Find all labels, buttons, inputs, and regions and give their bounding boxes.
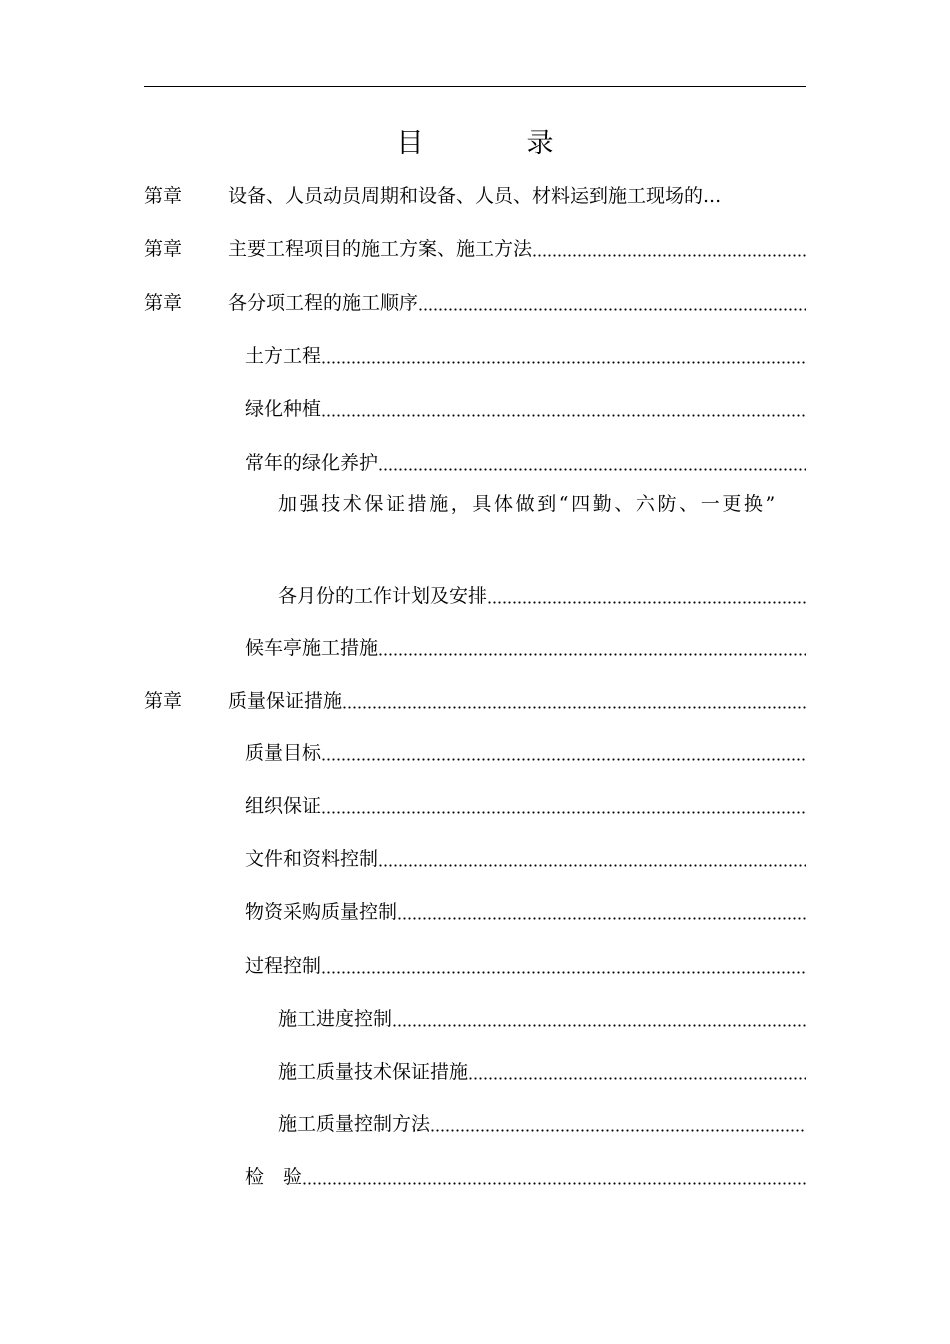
dot-leader (302, 1181, 806, 1186)
toc-title: 目 录 (396, 128, 592, 159)
chapter-number: 第章 (144, 292, 183, 314)
chapter-number: 第章 (144, 690, 183, 712)
toc-entry-label: 质量目标 (245, 742, 322, 764)
dot-leader (487, 600, 806, 605)
dot-leader (468, 1076, 806, 1081)
dot-leader (532, 253, 806, 258)
toc-entry-chapter[interactable] (144, 288, 806, 318)
chapter-number: 第章 (144, 185, 183, 207)
toc-entry-section[interactable] (245, 844, 806, 874)
dot-leader (321, 810, 806, 815)
dot-leader (321, 360, 806, 365)
toc-entry-label: 施工进度控制 (278, 1008, 393, 1030)
dot-leader (430, 1128, 806, 1133)
toc-entry-label: 过程控制 (245, 955, 322, 977)
toc-entry-subsection[interactable] (278, 1109, 806, 1139)
toc-entry-label: 物资采购质量控制 (245, 901, 398, 923)
toc-entry-section[interactable] (245, 791, 806, 821)
toc-entry-section[interactable] (245, 1162, 806, 1192)
toc-entry-label: 组织保证 (245, 795, 322, 817)
toc-entry-section[interactable] (245, 738, 806, 768)
toc-entry-label: 各月份的工作计划及安排 (278, 585, 488, 607)
chapter-number: 第章 (144, 238, 183, 260)
dot-leader (342, 705, 806, 710)
toc-entry-section[interactable] (245, 341, 806, 371)
dot-leader (321, 413, 806, 418)
dot-leader (392, 1023, 806, 1028)
toc-entry-label: 各分项工程的施工顺序 (228, 292, 419, 314)
toc-entry-subsection[interactable] (278, 1004, 806, 1034)
toc-entry-label: 绿化种植 (245, 398, 322, 420)
dot-leader (321, 970, 806, 975)
toc-entry-subsection-wrapped[interactable]: 加强技术保证措施，具体做到“四勤、六防、一更换” (278, 493, 778, 515)
toc-entry-label: 主要工程项目的施工方案、施工方法 (228, 238, 533, 260)
toc-entry-subsection[interactable] (278, 1057, 806, 1087)
toc-entry-chapter[interactable] (144, 686, 806, 716)
toc-entry-label: 设备、人员动员周期和设备、人员、材料运到施工现场的... (228, 185, 722, 207)
toc-entry-label: 施工质量技术保证措施 (278, 1061, 469, 1083)
dot-leader (418, 307, 806, 312)
dot-leader (378, 467, 806, 472)
toc-entry-chapter[interactable] (144, 181, 806, 211)
toc-entry-label: 常年的绿化养护 (245, 452, 379, 474)
dot-leader (321, 757, 806, 762)
toc-entry-chapter[interactable] (144, 234, 806, 264)
toc-entry-subsection[interactable] (278, 581, 806, 611)
toc-entry-section[interactable] (245, 951, 806, 981)
toc-entry-label: 候车亭施工措施 (245, 637, 379, 659)
toc-entry-section[interactable] (245, 448, 806, 478)
toc-entry-label: 质量保证措施 (228, 690, 343, 712)
toc-entry-section[interactable] (245, 394, 806, 424)
dot-leader (397, 916, 806, 921)
toc-entry-section[interactable] (245, 633, 806, 663)
toc-entry-label: 土方工程 (245, 345, 322, 367)
header-rule (144, 86, 806, 87)
toc-entry-section[interactable] (245, 897, 806, 927)
toc-entry-label: 检 验 (245, 1166, 303, 1188)
toc-entry-label: 文件和资料控制 (245, 848, 379, 870)
dot-leader (378, 652, 806, 657)
toc-entry-label: 施工质量控制方法 (278, 1113, 431, 1135)
dot-leader (378, 863, 806, 868)
